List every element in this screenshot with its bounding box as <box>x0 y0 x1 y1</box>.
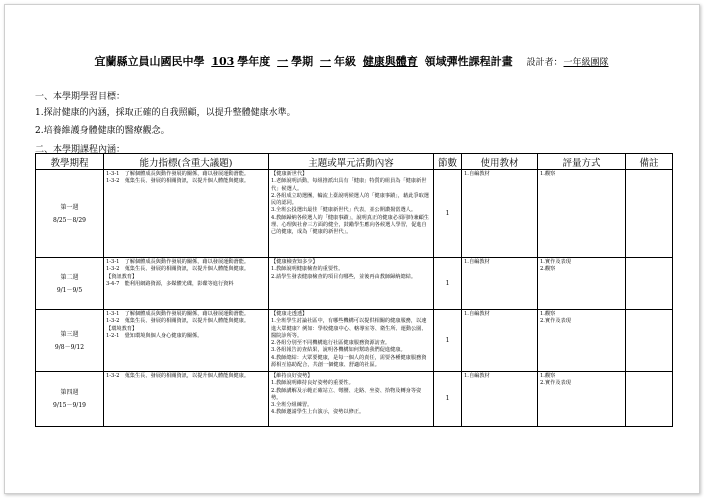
note-cell <box>626 310 673 372</box>
content-line: 1.教師說明健康檢查的重要性。 <box>271 266 344 273</box>
assessment-line: 2.實作及表現 <box>540 380 571 387</box>
material-cell <box>462 310 538 372</box>
assessment-line: 1.觀察 <box>540 171 556 177</box>
indicators-cell <box>104 372 269 427</box>
header-assessment: 評量方式 <box>538 154 626 170</box>
assessment-line: 1.實作及表現 <box>540 259 571 265</box>
subject: 健康與體育 <box>362 55 418 68</box>
content-line: 1.全班學生討論社區中，有哪些機構可以提供相關的健康服務，以速進大眾健康？例如：學校健康中心、轄導室等、衛生所、運動公園、醫院診所等。 <box>271 318 427 339</box>
content-cell <box>269 310 434 372</box>
designer <box>527 58 610 68</box>
content-line: 3.各組報告訪查結果，說明各機構如何幫助我們促進健康。 <box>271 347 406 354</box>
header-content: 主題或單元活動內容 <box>269 154 434 170</box>
document-title <box>5 53 699 69</box>
grade: 一 <box>319 55 331 68</box>
content-line: 1.教師說明維持良好姿勢的重要性。 <box>271 380 354 387</box>
header-period: 教學期程 <box>36 154 104 170</box>
content-line: 【健康新世代】 <box>271 171 308 177</box>
material-line: 1.自編教材 <box>464 259 490 265</box>
grade-suffix: 年級 <box>333 55 356 68</box>
indicator-line: 1-3-1 了解個體成長與動作發展的關係，藉以發展運動潛能。 <box>106 171 250 177</box>
assessment-line: 2.實作及表現 <box>540 318 571 325</box>
content-line: 4.教師邀請學生上台演示，姿勢以修正。 <box>271 409 365 416</box>
content-line: 4.教師歸納各候選人的「健康事蹟」，說明真正的健康必須同時兼顧生理、心理與社會三方面的健全，鼓勵學生應向各候選人學習，促進自己的健康，成為「健康的新世代」。 <box>271 214 429 236</box>
indicator-line: 1-3-2 蒐集生長、發展的相關資訊，以提升個人體能與健康。 <box>106 318 250 325</box>
week-cell <box>36 310 104 372</box>
header-note: 備註 <box>626 154 673 170</box>
material-cell <box>462 170 538 258</box>
indicator-line: 1-3-1 了解個體成長與動作發展的關係，藉以發展運動潛能。 <box>106 259 250 265</box>
table-row <box>36 258 673 310</box>
content-cell <box>269 258 434 310</box>
hours-cell: 1 <box>434 170 462 258</box>
plan-heading: 二、本學期課程內涵： <box>35 145 126 155</box>
week-label: 第二週 <box>60 273 79 281</box>
content-line: 3.全班分組練習。 <box>271 402 313 409</box>
table-header-row <box>36 154 673 170</box>
week-label: 第三週 <box>60 330 79 338</box>
header-indicators: 能力指標(含重大議題) <box>104 154 269 170</box>
hours-cell: 1 <box>434 310 462 372</box>
school-name: 宜蘭縣立員山國民中學 <box>94 55 205 68</box>
indicators-cell <box>104 258 269 310</box>
material-cell <box>462 258 538 310</box>
course-plan-table <box>35 153 673 427</box>
designer-label: 設計者： <box>526 58 563 68</box>
content-line: 【維持良好姿勢】 <box>271 373 313 379</box>
content-cell <box>269 372 434 427</box>
designer-name: 一年級團隊 <box>563 58 609 68</box>
content-line: 【健康檢查知多少】 <box>271 259 318 265</box>
goal-item: 2.培養維護身體健康的醫療觀念。 <box>35 126 170 136</box>
plan-name: 領域彈性課程計畫 <box>424 55 513 68</box>
school-year: 103 <box>211 55 235 68</box>
week-cell <box>36 170 104 258</box>
material-line: 1.自編教材 <box>464 373 490 379</box>
assessment-line: 1.觀察 <box>540 311 556 317</box>
assessment-cell <box>538 258 626 310</box>
content-cell <box>269 170 434 258</box>
week-dates: 8/25－8/29 <box>53 216 86 224</box>
content-line: 2.教師講解及示範正確站立、彎腰、走路、坐姿、拾物及轉身等姿勢。 <box>271 387 422 401</box>
table-row <box>36 310 673 372</box>
header-material: 使用教材 <box>462 154 538 170</box>
week-cell <box>36 258 104 310</box>
indicator-line: 1-3-2 蒐集生長、發展的相關資訊，以提升個人體能與健康。 <box>106 373 250 379</box>
indicator-line: 1-3-1 了解個體成長與動作發展的關係，藉以發展運動潛能。 <box>106 311 250 317</box>
indicator-line: 1-2-1 覺知環境與個人身心健康的關係。 <box>106 332 203 339</box>
indicator-line: 3-4-7 能利用網路資源，多媒體光碟，影碟等進行資料 <box>106 280 234 287</box>
hours-cell: 1 <box>434 258 462 310</box>
content-line: 【健康走透透】 <box>271 311 308 317</box>
content-line: 2.各組分別至不同機構進行社區健康服務資源訪查。 <box>271 340 391 347</box>
header-hours: 節數 <box>434 154 462 170</box>
note-cell <box>626 170 673 258</box>
indicator-line: 1-3-2 蒐集生長、發展的相關資訊，以提升個人體能與健康。 <box>106 178 250 185</box>
week-label: 第一週 <box>60 203 79 211</box>
material-line: 1.自編教材 <box>464 171 490 177</box>
goals-heading: 一、本學期學習目標： <box>35 92 126 102</box>
week-label: 第四週 <box>60 389 79 396</box>
document-page <box>4 4 700 494</box>
semester: 一 <box>277 55 289 68</box>
hours-cell: 1 <box>434 372 462 427</box>
note-cell <box>626 258 673 310</box>
school-year-suffix: 學年度 <box>237 55 271 68</box>
table-row <box>36 170 673 258</box>
content-line: 2.各組成立助選團，輪流上臺說明候選人的「健康事蹟」，藉此爭取選民的認同。 <box>271 192 429 207</box>
content-line: 2.請學生發表健康檢查的項目有哪些，並後再由教師歸納總結。 <box>271 273 417 280</box>
semester-suffix: 學期 <box>291 55 314 68</box>
indicators-cell <box>104 310 269 372</box>
table-row <box>36 372 673 427</box>
material-line: 1.自編教材 <box>464 311 490 317</box>
week-dates: 9/15－9/19 <box>53 402 86 409</box>
assessment-line: 1.觀察 <box>540 373 556 379</box>
week-cell <box>36 372 104 427</box>
week-dates: 9/8－9/12 <box>54 343 85 351</box>
content-line: 1.老師說明活動，每組推派出具有「健康」特質的組員為「健康新世代」候選人。 <box>271 178 427 192</box>
indicator-line: 1-3-2 蒐集生長、發展的相關資訊，以提升個人體能與健康。 <box>106 266 250 273</box>
indicator-line: 【環境教育】 <box>106 325 138 332</box>
indicator-line: 【資訊教育】 <box>106 273 138 280</box>
assessment-cell <box>538 310 626 372</box>
content-line: 3.全班公投選出最佳「健康新世代」代表，並公開讚揚當選人。 <box>271 207 417 214</box>
assessment-cell <box>538 170 626 258</box>
note-cell <box>626 372 673 427</box>
material-cell <box>462 372 538 427</box>
assessment-line: 2.觀察 <box>540 266 556 273</box>
week-dates: 9/1－9/5 <box>56 286 83 294</box>
indicators-cell <box>104 170 269 258</box>
assessment-cell <box>538 372 626 427</box>
content-line: 4.教師總結：大眾要健康，是每一個人的責任，需要各種健康服務資源相互協助配合，共創一個健康、舒適的社區。 <box>271 354 427 369</box>
goal-item: 1.探討健康的內涵，採取正確的自我照顧，以提升整體健康水準。 <box>35 108 296 118</box>
